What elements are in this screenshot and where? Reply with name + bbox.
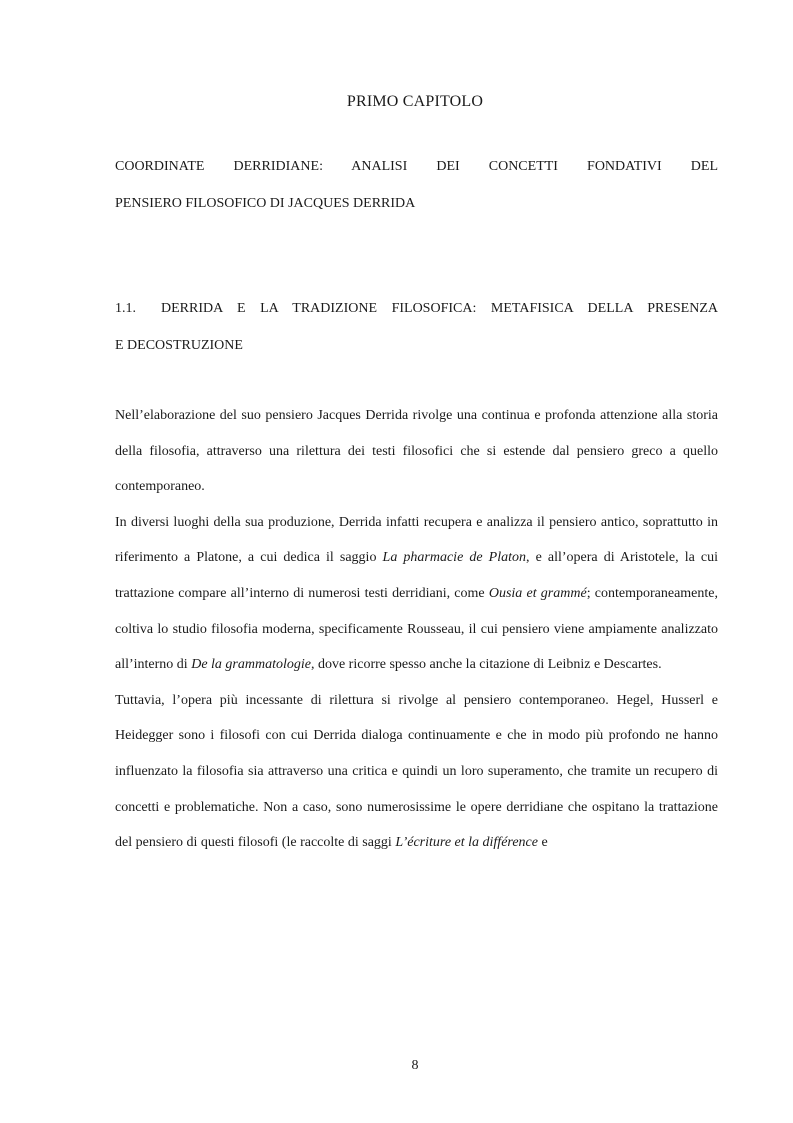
work-title-ousia: Ousia et grammé <box>488 585 587 601</box>
chapter-subtitle <box>115 148 718 222</box>
section-heading <box>115 290 718 364</box>
work-title-pharmacie: La pharmacie de Platon <box>382 550 526 566</box>
paragraph-2-text-e: ; contemporaneamente, coltiva lo studio filosofia moderna, specificamente Rousseau, il cui pensiero viene ampiamente analizzato all’interno di <box>115 585 719 673</box>
chapter-subtitle-line-1: COORDINATE DERRIDIANE: ANALISI DEI CONCETTI FONDATIVI DEL <box>115 159 718 174</box>
section-number: 1.1. <box>115 301 136 316</box>
paragraph-2 <box>115 505 718 683</box>
paragraph-3 <box>115 683 718 861</box>
paragraph-2-text-a: In diversi luoghi della sua produzione, Derrida infatti recupera e analizza il pensiero antico, soprattutto in riferimento a Platone, a cui dedica il saggio <box>115 514 718 566</box>
section-title-line-2: E DECOSTRUZIONE <box>115 338 243 353</box>
chapter-subtitle-line-2: PENSIERO FILOSOFICO DI JACQUES DERRIDA <box>115 196 416 211</box>
paragraph-3-text-c: e <box>538 835 548 851</box>
paragraph-3-text-a: Tuttavia, l’opera più incessante di rilettura si rivolge al pensiero contemporaneo. Hegel, Husserl e Heidegger sono i filosofi con cui Derrida dialoga continuamente e che in modo più profondo ne hanno influenzato la filosofia sia attraverso una critica e quindi un loro superamento, che tramite un recupero di concetti e problematiche. Non a caso, sono numerosissime le opere derridiane che ospitano la trattazione del pensiero di questi filosofi (le raccolte di saggi <box>115 692 718 851</box>
chapter-title: PRIMO CAPITOLO <box>346 93 484 110</box>
paragraph-1-text: Nell’elaborazione del suo pensiero Jacques Derrida rivolge una continua e profonda attenzione alla storia della filosofia, attraverso una rilettura dei testi filosofici che si estende dal pensiero greco a quello contemporaneo. <box>115 408 718 495</box>
paragraph-1 <box>115 398 718 505</box>
page-number: 8 <box>411 1058 419 1073</box>
section-title-line-1: DERRIDA E LA TRADIZIONE FILOSOFICA: METAFISICA DELLA PRESENZA <box>161 301 718 316</box>
paragraph-2-text-g: , dove ricorre spesso anche la citazione di Leibniz e Descartes. <box>310 657 662 673</box>
work-title-grammatologie: De la grammatologie <box>191 657 311 673</box>
paragraph-2-text-c: , e all’opera di Aristotele, la cui trattazione compare all’interno di numerosi testi derridiani, come <box>115 550 718 601</box>
body-text <box>115 398 718 861</box>
work-title-ecriture: L’écriture et la différence <box>395 835 538 851</box>
